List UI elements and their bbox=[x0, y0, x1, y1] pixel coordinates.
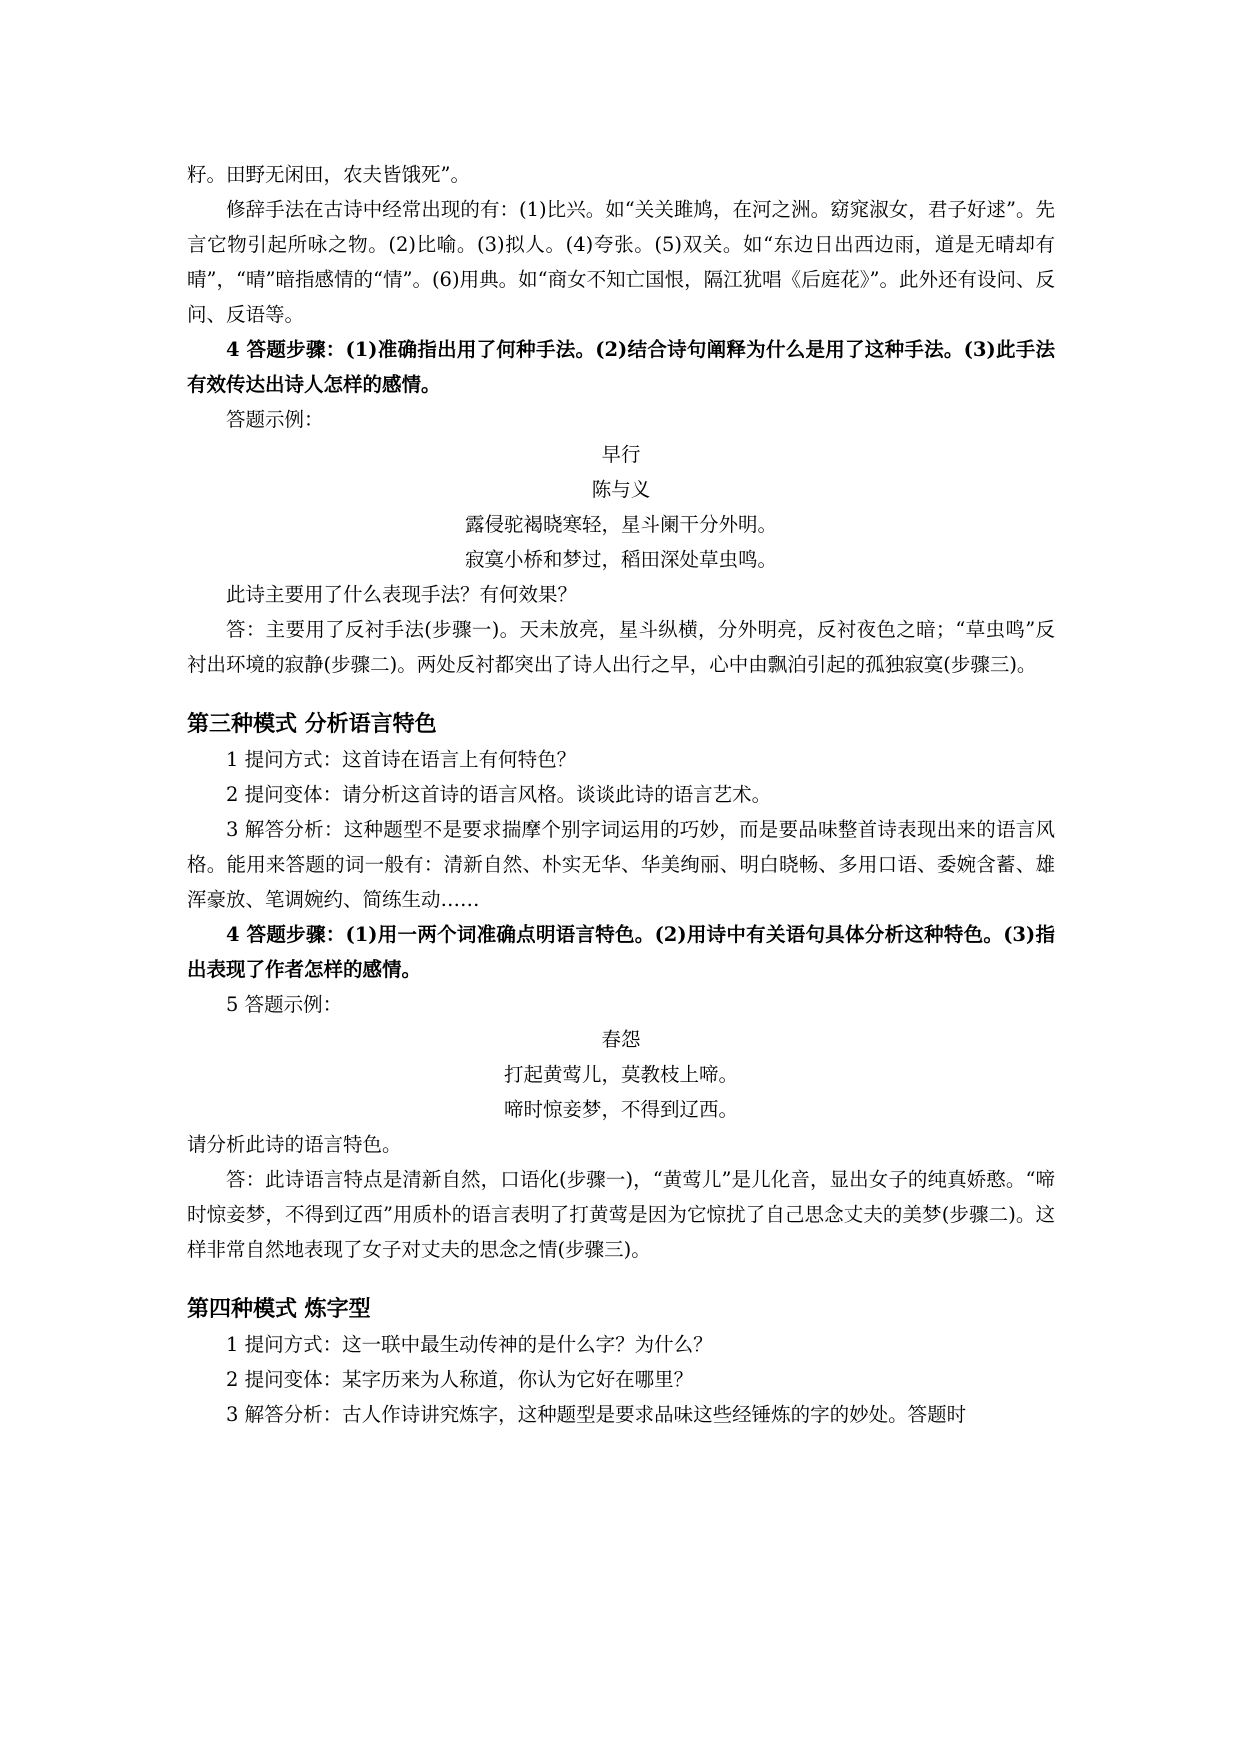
section3-steps: 4 答题步骤：(1)用一两个词准确点明语言特色。(2)用诗中有关语句具体分析这种特色。(3)指出表现了作者怎样的感情。 bbox=[187, 923, 1055, 981]
poem-line: 露侵驼褐晓寒轻，星斗阑干分外明。 bbox=[464, 513, 777, 536]
section3-variant: 2 提问变体：请分析这首诗的语言风格。谈谈此诗的语言艺术。 bbox=[226, 783, 772, 806]
section4-analysis: 3 解答分析：古人作诗讲究炼字，这种题型是要求品味这些经锤炼的字的妙处。答题时 bbox=[226, 1403, 967, 1426]
rhetoric-paragraph: 修辞手法在古诗中经常出现的有：(1)比兴。如“关关雎鸠，在河之洲。窈窕淑女，君子好逑”。先言它物引起所咏之物。(2)比喻。(3)拟人。(4)夸张。(5)双关。如“东边日出西边雨，道是无晴却有晴”，“晴”暗指感情的“情”。(6)用典。如“商女不知亡国恨，隔江犹唱《后庭花》”。此外还有设问、反问、反语等。 bbox=[187, 198, 1055, 326]
section3-question: 请分析此诗的语言特色。 bbox=[187, 1133, 402, 1156]
document-body bbox=[187, 157, 1055, 1432]
poem-line: 打起黄莺儿，莫教枝上啼。 bbox=[503, 1063, 738, 1086]
section3-example-label: 5 答题示例： bbox=[226, 993, 343, 1016]
poem-line: 寂寞小桥和梦过，稻田深处草虫鸣。 bbox=[464, 548, 777, 571]
section2-question: 此诗主要用了什么表现手法？有何效果？ bbox=[226, 583, 578, 606]
poem-title: 春怨 bbox=[601, 1028, 641, 1051]
top-fragment: 籽。田野无闲田，农夫皆饿死”。 bbox=[187, 163, 470, 186]
section3-ask: 1 提问方式：这首诗在语言上有何特色？ bbox=[226, 748, 577, 771]
section4-ask: 1 提问方式：这一联中最生动传神的是什么字？为什么？ bbox=[226, 1333, 713, 1356]
section3-analysis: 3 解答分析：这种题型不是要求揣摩个别字词运用的巧妙，而是要品味整首诗表现出来的语言风格。能用来答题的词一般有：清新自然、朴实无华、华美绚丽、明白晓畅、多用口语、委婉含蓄、雄浑豪放、笔调婉约、简练生动…… bbox=[187, 818, 1055, 911]
section3-heading: 第三种模式 分析语言特色 bbox=[187, 711, 437, 737]
section2-steps: 4 答题步骤：(1)准确指出用了何种手法。(2)结合诗句阐释为什么是用了这种手法。(3)此手法有效传达出诗人怎样的感情。 bbox=[187, 338, 1055, 396]
poem-author: 陈与义 bbox=[591, 478, 651, 501]
section2-example-label: 答题示例： bbox=[226, 408, 324, 431]
poem-title: 早行 bbox=[601, 443, 641, 466]
section3-answer: 答：此诗语言特点是清新自然，口语化(步骤一)，“黄莺儿”是儿化音，显出女子的纯真娇憨。“啼时惊妾梦，不得到辽西”用质朴的语言表明了打黄莺是因为它惊扰了自己思念丈夫的美梦(步骤二)。这样非常自然地表现了女子对丈夫的思念之情(步骤三)。 bbox=[187, 1168, 1055, 1261]
section2-answer: 答：主要用了反衬手法(步骤一)。天未放亮，星斗纵横，分外明亮，反衬夜色之暗；“草虫鸣”反衬出环境的寂静(步骤二)。两处反衬都突出了诗人出行之早，心中由飘泊引起的孤独寂寞(步骤三)。 bbox=[187, 618, 1055, 676]
section4-variant: 2 提问变体：某字历来为人称道，你认为它好在哪里？ bbox=[226, 1368, 694, 1391]
poem-line: 啼时惊妾梦，不得到辽西。 bbox=[503, 1098, 738, 1121]
section4-heading: 第四种模式 炼字型 bbox=[187, 1296, 371, 1322]
